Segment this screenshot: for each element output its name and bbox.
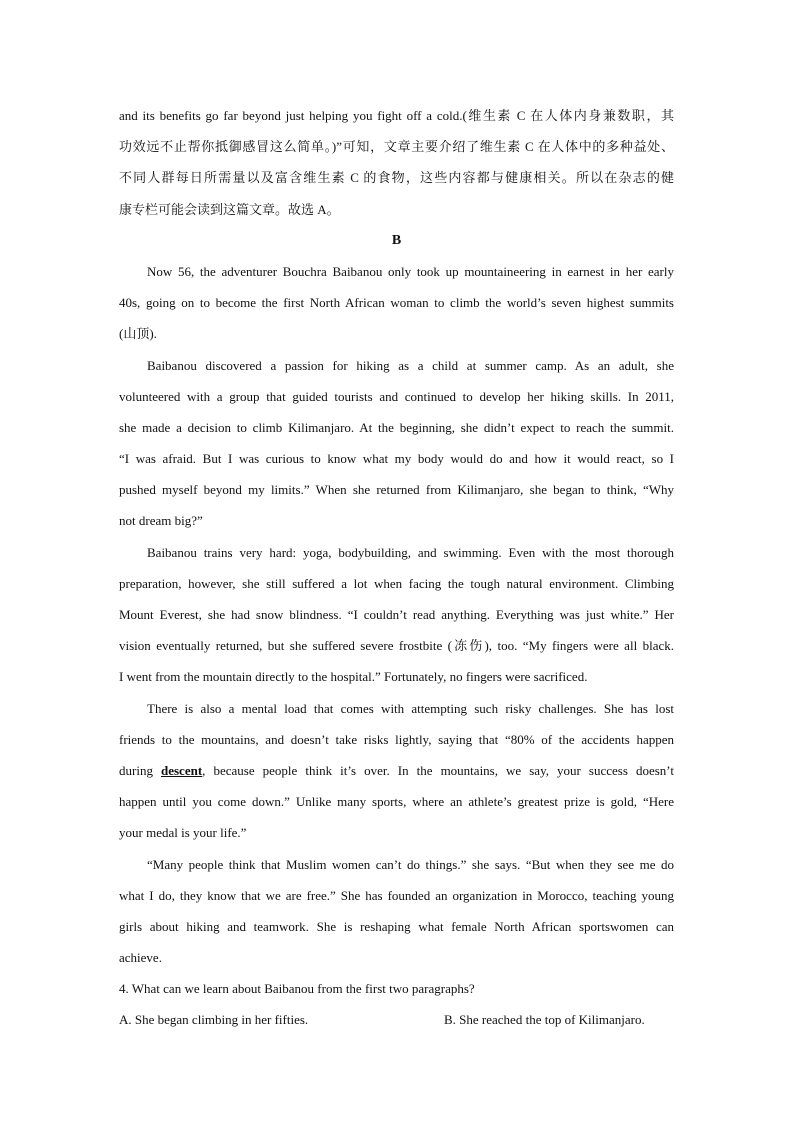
text-line: your medal is your life.” — [119, 825, 247, 841]
text-line: Mount Everest, she had snow blindness. “I couldn’t read anything. Everything was just white.” Her — [119, 607, 674, 622]
text-line: and its benefits go far beyond just helping you fight off a cold.(维生素 C 在人体内身兼数职，其 — [119, 108, 674, 123]
previous-answer-explanation — [119, 100, 674, 225]
text-line: 康专栏可能会读到这篇文章。故选 A。 — [119, 201, 340, 217]
question-4 — [119, 973, 674, 1035]
text-fragment: , because people think it’s over. In the mountains, we say, your success doesn’t — [202, 762, 674, 778]
text-line: preparation, however, she still suffered a lot when facing the tough natural environment. Climbing — [119, 575, 674, 591]
underlined-keyword: descent — [161, 762, 203, 778]
passage-paragraph-4 — [119, 693, 674, 849]
passage-paragraph-3 — [119, 537, 674, 693]
text-line: volunteered with a group that guided tourists and continued to develop her hiking skills. In 2011, — [119, 388, 674, 404]
text-line: vision eventually returned, but she suffered severe frostbite (冻伤), too. “My fingers were all black. — [119, 638, 674, 654]
question-stem: 4. What can we learn about Baibanou from the first two paragraphs? — [119, 981, 475, 997]
text-line: not dream big?” — [119, 513, 203, 529]
text-line: friends to the mountains, and doesn’t take risks lightly, saying that “80% of the accidents happen — [119, 731, 674, 747]
text-line: There is also a mental load that comes with attempting such risky challenges. She has lost — [147, 700, 674, 716]
text-line — [119, 755, 674, 786]
text-line: I went from the mountain directly to the hospital.” Fortunately, no fingers were sacrificed. — [119, 669, 588, 685]
text-line: Baibanou trains very hard: yoga, bodybuilding, and swimming. Even with the most thorough — [147, 544, 674, 560]
section-heading: B — [391, 232, 402, 248]
option-a: A. She began climbing in her fifties. — [119, 1012, 309, 1028]
text-line: pushed myself beyond my limits.” When she returned from Kilimanjaro, she began to think, “Why — [119, 482, 674, 498]
passage-paragraph-5 — [119, 849, 674, 974]
text-line: 功效远不止帮你抵御感冒这么简单。)”可知，文章主要介绍了维生素 C 在人体中的多种益处、 — [119, 139, 674, 155]
text-line: Now 56, the adventurer Bouchra Baibanou only took up mountaineering in earnest in her early — [147, 263, 674, 279]
text-line: achieve. — [119, 950, 162, 966]
text-line: Baibanou discovered a passion for hiking as a child at summer camp. As an adult, she — [147, 357, 674, 373]
question-options — [119, 1004, 674, 1035]
text-line: 不同人群每日所需量以及富含维生素 C 的食物，这些内容都与健康相关。所以在杂志的健 — [119, 170, 674, 186]
text-line: she made a decision to climb Kilimanjaro. At the beginning, she didn’t expect to reach the summit. — [119, 419, 674, 435]
text-line: “Many people think that Muslim women can’t do things.” she says. “But when they see me do — [147, 856, 674, 872]
text-line: happen until you come down.” Unlike many sports, where an athlete’s greatest prize is gold, “Here — [119, 794, 674, 810]
text-line: girls about hiking and teamwork. She is reshaping what female North African sportswomen can — [119, 918, 674, 934]
option-b: B. She reached the top of Kilimanjaro. — [444, 1012, 645, 1028]
document-page — [119, 100, 674, 1036]
text-line: “I was afraid. But I was curious to know what my body would do and how it would react, so I — [119, 451, 674, 467]
text-line: (山顶). — [119, 326, 157, 342]
passage-paragraph-2 — [119, 350, 674, 537]
text-line: what I do, they know that we are free.” She has founded an organization in Morocco, teaching young — [119, 887, 674, 903]
text-line: 40s, going on to become the first North African woman to climb the world’s seven highest summits — [119, 295, 674, 311]
passage-paragraph-1 — [119, 256, 674, 350]
text-fragment: during — [119, 762, 161, 778]
